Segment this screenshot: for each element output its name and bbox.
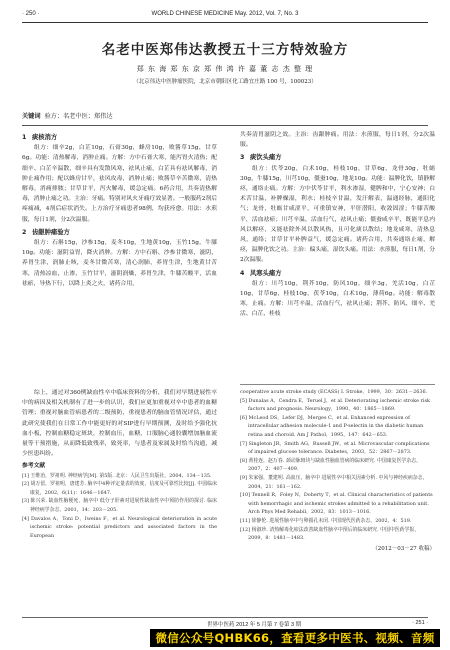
divider (22, 125, 428, 126)
references-column (240, 388, 435, 554)
section-heading: 2 齿龈肿痛验方 (22, 228, 70, 236)
right-column (240, 130, 435, 320)
references-heading: 参考文献 (22, 463, 46, 470)
reference-item: [9] 朱家强，董建明. 高血压，脑卒中 进展性卒中相关因素分析. 中风与神经疾病杂志，2004，21：161－162. (240, 474, 428, 490)
keywords (22, 111, 272, 120)
reference-item: [2] 胡万留，罗祖明，唐建芳. 脑卒中4种评定量表的效度，信度及可靠性比较[J]. 中国临床康复，2002，6(11)：1646－1647. (22, 481, 217, 496)
section-body: 组方：细辛2g，白芷10g，石膏30g，蜂房10g，败酱草15g，甘草6g。功能：清热解毒，消肿止痛。方解：方中石膏大寒，能泻胃火清热；配细辛、白芷辛温散，细辛具有发散风寒，祛风止痛，白芷具有祛风解毒，消肿止痛作用；配以蜂房甘平，祛风攻毒，消肿止痛；败酱草辛苦微寒，清热解毒，消痈排脓；甘草甘平，泻火解毒，缓急定痛。6药合用，共奏清热解毒，消肿止痛之功。主治：牙痛。特别对风火牙痛疗效显著。一般服药2剂后疼痛减，4剂后症状消失。上方治疗牙痛患者98例，均获痊愈。用法：水煎服，每日1剂，分2次温服。 (22, 145, 217, 223)
reference-item: cooperative acute stroke study (ECASS) I. Stroke，1999，30：2631－2636. (240, 389, 428, 395)
reference-item: [1] 王维治，罗祖明. 神经病学[M]. 第5版. 北京：人民卫生出版社，2004，134－135. (22, 472, 212, 479)
section-heading: 4 风寒头痛方 (240, 269, 282, 277)
left-column (22, 130, 217, 289)
section-body: 共奏清胃滋阴之效。主治：齿龈肿痛。用法：水煎服，每日1剂，分2次温服。 (240, 132, 435, 149)
reference-item: [6] McLeod DS，Lefer DJ，Merges C，et al. Enhanced expression of intracellular adhesion molecule-1 and P-selectin in the diabetic human retina and choroid. Am J Pathol，1995，147：642－653. (240, 414, 424, 438)
section-body: 组方：川芎10g，荆芥10g，防风10g，细辛3g，羌活10g，白芷10g，甘草6g，桂枝10g，茯苓10g，白术10g，薄荷6g。功能：解毒散寒，止痛。方解：川芎辛温，活血行气，祛风止痛；荆芥、防风、细辛、羌活、白芷、桂枝 (240, 280, 435, 318)
article-authors: 郑 东 海 郑 东 京 郑 伟 鸿 许 嘉 董 志 杰 整 理 (136, 65, 314, 73)
column-divider (240, 384, 435, 385)
reference-item: [5] Dunalas A，Cendra E，Teruel J，et al. Deteriorating ischemic stroke risk factors and prognosis. Neurology，1990，40：1865－1869. (240, 397, 430, 413)
reference-item: [10] Tennell R，Foley N，Doherty T，et al. Clinical characteristics of patients with hemorrhagic and ischemic strokes admitted to a rehabilitation unit. Arch Phys Med Rehabil，2002，83：1013－1016. (240, 492, 433, 516)
wechat-banner: 微信公众号QHBK66，查看更多中医书、视频、音频 (150, 629, 440, 647)
summary-column (22, 388, 217, 540)
section-body: 组方：伏苓20g，白术10g，桂枝10g，甘草6g，龙骨30g，牡蛎30g，牛膝15g，川芎10g，僵蚕10g，地龙10g。功能：温脾化饮，镇静解痉，通络止痛。方解：方中伏苓甘平，利水渗湿，健脾和中，宁心安神；白术苦甘温，补脾燥湿，利水；桂枝辛甘温，发汗解表，温通经脉，通阳化气；龙骨，牡蛎甘咸涩平，可重镇安神，平肝潜阳，收敛固涩；牛膝苦酸平，活血祛瘀；川芎辛温，活血行气，祛风止痛；僵蚕咸辛平，既能平息内风以解痉，又能祛除外风以散风热，且可化痰以散结；地龙咸寒，清热息风，通络；甘草甘平补脾益气，缓急定痛。诸药合用，共奏通络止痛，解痉，温脾化饮之功。主治：偏头痛，湿饮头痛。用法：水煎服，每日1剂，分2次温服。 (240, 165, 435, 264)
reference-item: [3] 陈兴荣. 缺血性脑梗死，脑卒中 低分子肝素对进展性缺血性卒中预防作用的探讨. 临床神经病学杂志，2001，14：203－205. (22, 498, 217, 513)
section-body: 组方：石斛15g，沙参15g，麦冬10g，生地黄10g，玉竹15g，牛膝10g。功能：滋阴益胃，降火消肿。方解：方中石斛、沙参甘微寒，滋阴，养胃生津，润肺止咳，麦冬甘微苦寒，清心润肺，养胃生津，生地黄甘苦寒，清热凉血，止渗，玉竹甘平，滋阴润燥，养胃生津，牛膝苦酸平，活血祛瘀，导热下行，以降上炎之火，诸药合用， (22, 240, 217, 287)
page-number: · 250 · (22, 11, 40, 17)
reference-item: [11] 徐静伦. 进展性脑卒中与卵圆孔未闭. 中国现代医药杂志，2002，4：519. (240, 517, 412, 524)
received-date: （2012－03－27 收稿） (372, 545, 435, 552)
reference-item: [7] Singleton JR，Smith AG，Russell JW，et al. Microvascular complications of impaired glucose tolerance. Diabetes，2003，52：2867－2873. (240, 440, 430, 456)
affiliation: （北京伟达中医肿瘤医院，北京市朝阳区化工路宜庄路 100 号，100023） (133, 79, 317, 85)
keywords-text: 验方；名老中医；郑伟达 (44, 113, 113, 120)
running-footer (22, 617, 428, 628)
reference-item: [8] 黄桂连，赵万春. 颈动脉斑块与缺血性脑血管病的临床研究. 中国康复医学杂志，2007，2：407－409. (240, 457, 421, 473)
section-heading: 1 痰核消方 (22, 134, 58, 141)
footer-page-number: · 251 · (412, 620, 428, 626)
section-heading: 3 痰饮头痛方 (240, 154, 282, 162)
summary-paragraph: 综上，通过对360例缺血性卒中临床资料的分析，我们对早期进展性卒中的病因及相关机制有了进一步的认识，我们应更加重视对卒中患者的血糖管理；重视对脑血管病患者的二级预防，重视患者的脑血管情况评估，通过此研究使我们在日常工作中能更好的对SIP进行早期预测，及时给予强化抗血小板，控制血糖稳定斑块，控制血压，血糖，口服脑心通胶囊增加脑血流量等干预措施，从而降低致残率，致死率，与患者及家属及时恰当沟通，减少医患纠纷。 (22, 390, 217, 458)
journal-header: WORLD CHINESE MEDICINE May. 2012, Vol. 7, No. 3 (151, 11, 299, 17)
keywords-label: 关键词 (22, 113, 41, 120)
footer-journal: 世界中医药 2012 年 5 月第 7 卷第 3 期 (207, 622, 302, 628)
reference-item: [4] Davalos A，Toni D，Iweins F，et al. Neurological deterioration in acute ischemic stroke: potential predictors and associated factors in the European (22, 515, 217, 539)
article-title: 名老中医郑伟达教授五十三方特效验方 (101, 42, 349, 58)
running-header (22, 8, 428, 23)
reference-item: [12] 杨淑珍. 清热解毒化瘀法改善缺血性脑卒中预后的临床研究. 中国中医药学报，2009，8：1481－1483. (240, 526, 420, 542)
